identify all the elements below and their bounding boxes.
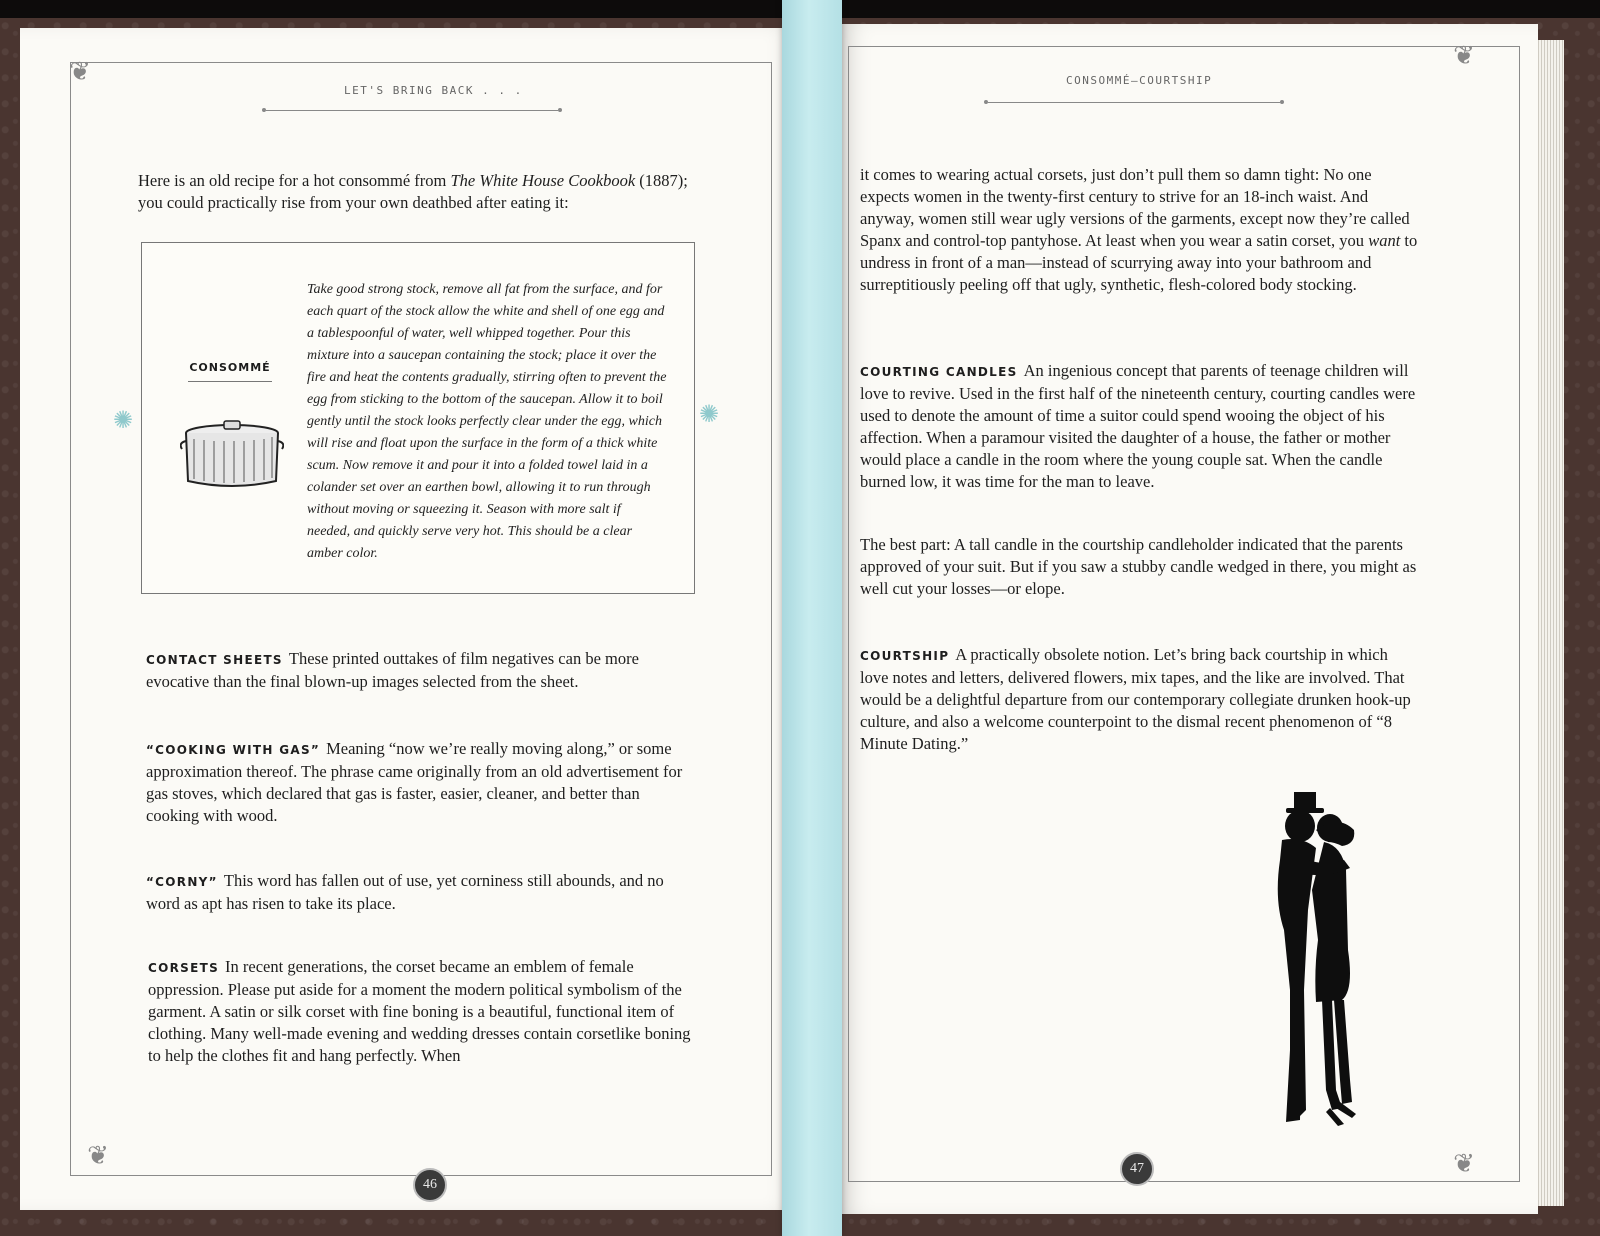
- entry-text: This word has fallen out of use, yet corniness still abounds, and no word as apt has risen to take its place.: [146, 871, 664, 913]
- intro-text: Here is an old recipe for a hot consommé from: [138, 171, 447, 190]
- corsets-continuation: [860, 164, 1420, 296]
- entry-text: These printed outtakes of film negatives can be more evocative than the final blown-up images selected from the sheet.: [146, 649, 639, 691]
- corner-ornament-icon: ❦: [87, 1141, 109, 1170]
- continuation-text: to undress in front of a man—instead of scurrying away into your bathroom and surreptitiously peeling off that ugly, synthetic, flesh-colored body stocking.: [860, 231, 1418, 294]
- page-number: 47: [1120, 1152, 1154, 1186]
- header-rule: [266, 110, 558, 111]
- flourish-icon: ✺: [698, 402, 720, 428]
- page-edges: [1536, 40, 1564, 1206]
- recipe-label-rule: [188, 381, 272, 382]
- right-page: [838, 24, 1538, 1214]
- corner-ornament-icon: ❦: [1453, 41, 1475, 70]
- entry-term: CONTACT SHEETS: [146, 653, 283, 667]
- intro-paragraph: [138, 170, 698, 214]
- bookmark-ribbon: [782, 0, 842, 1236]
- candles-best-part: [860, 534, 1420, 600]
- entry-courtship: [860, 644, 1420, 755]
- running-head: LET'S BRING BACK . . .: [344, 84, 523, 97]
- entry-cooking-with-gas: [146, 738, 694, 827]
- entry-text: The best part: A tall candle in the courtship candleholder indicated that the parents approved of your suit. But if you saw a stubby candle wedged in there, you might as well cut your losses—or elope.: [860, 535, 1417, 598]
- entry-term: COURTSHIP: [860, 649, 950, 663]
- entry-term: CORSETS: [148, 961, 220, 975]
- intro-text: (1887); you could practically rise from your own deathbed after eating it:: [138, 171, 688, 212]
- kissing-couple-silhouette: [1246, 790, 1386, 1160]
- running-head: CONSOMMÉ–COURTSHIP: [1066, 74, 1213, 87]
- entry-corny: [146, 870, 694, 915]
- continuation-text: it comes to wearing actual corsets, just don’t pull them so damn tight: No one expects women in the twenty-first century to strive for an 18-inch waist. And anyway, women still wear ugly versions of the garments, except now they’re called Spanx and control-top pantyhose. At least when you wear a satin corset, you: [860, 165, 1410, 250]
- entry-term: “CORNY”: [146, 875, 218, 889]
- entry-courting-candles: [860, 360, 1420, 493]
- entry-contact-sheets: [146, 648, 694, 693]
- entry-text: Meaning “now we’re really moving along,” or some approximation thereof. The phrase came originally from an old advertisement for gas stoves, which declared that gas is faster, easier, cleaner, and better than cooking with wood.: [146, 739, 683, 825]
- stock-pot-icon: [180, 419, 284, 491]
- recipe-text: Take good strong stock, remove all fat from the surface, and for each quart of the stock allow the white and shell of one egg and a tablespoonful of water, well whipped together. Pour this mixture into a saucepan containing the stock; place it over the fire and heat the contents gradually, stirring often to prevent the egg from sticking to the bottom of the saucepan. Allow it to boil gently until the stock looks perfectly clear under the egg, which will rise and float upon the surface in the form of a thick white scum. Now remove it and pour it into a folded towel laid in a colander set over an earthen bowl, allowing it to run through without moving or squeezing it. Season with more salt if needed, and quickly serve very hot. This should be a clear amber color.: [307, 282, 667, 561]
- entry-corsets: [148, 956, 694, 1067]
- page-number: 46: [413, 1168, 447, 1202]
- emphasis-text: want: [1368, 231, 1401, 250]
- recipe-label: CONSOMMÉ: [189, 361, 271, 374]
- left-page: [20, 28, 800, 1210]
- corner-ornament-icon: ❦: [1453, 1149, 1475, 1178]
- entry-term: COURTING CANDLES: [860, 365, 1018, 379]
- entry-text: An ingenious concept that parents of teenage children will love to revive. Used in the first half of the nineteenth century, courting candles were used to denote the amount of time a suitor could spend wooing the object of his affection. When a paramour visited the daughter of a house, the father or mother would place a candle in the room where the young couple sat. When the candle burned low, it was time for the man to leave.: [860, 361, 1416, 491]
- corner-ornament-icon: ❦: [69, 57, 91, 86]
- book-title: The White House Cookbook: [450, 171, 636, 190]
- entry-term: “COOKING WITH GAS”: [146, 743, 321, 757]
- header-rule: [988, 102, 1280, 103]
- entry-text: In recent generations, the corset became an emblem of female oppression. Please put aside for a moment the modern political symbolism of the garment. A satin or silk corset with fine boning is a beautiful, functional item of clothing. Many well-made evening and wedding dresses contain corsetlike boning to help the clothes fit and hang perfectly. When: [148, 957, 691, 1065]
- recipe-box: [141, 242, 695, 594]
- flourish-icon: ✺: [112, 408, 134, 434]
- entry-text: A practically obsolete notion. Let’s bring back courtship in which love notes and letters, delivered flowers, mix tapes, and the like are involved. That would be a delightful departure from our contemporary collegiate drunken hook-up culture, and also a welcome counterpoint to the dismal recent phenomenon of “8 Minute Dating.”: [860, 645, 1411, 753]
